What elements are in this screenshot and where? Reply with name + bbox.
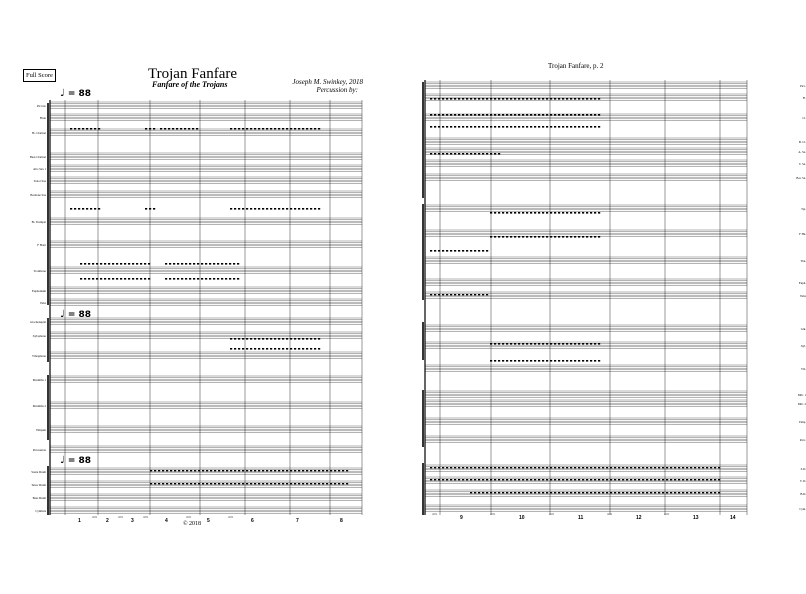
instrument-label: Timp. (798, 420, 806, 424)
tempo-mark-mallets: ♩ = 88 (60, 309, 92, 320)
copyright: © 2018 (183, 521, 202, 527)
instrument-label: Bar. Sx. (796, 176, 806, 180)
rehearsal-mark: 4:01 (607, 512, 613, 516)
percussion-credit: Percussion by: (316, 86, 358, 94)
instrument-label: Xylophone (32, 334, 46, 338)
instrument-label: Alto Sax 1 (33, 167, 46, 171)
instrument-label: Vibraphone (32, 354, 46, 358)
instrument-label: B♭ Trumpet (31, 220, 46, 224)
instrument-label: Picc. (800, 84, 806, 88)
full-score-label: Full Score (23, 69, 56, 82)
instrument-label: Marimba 1 (32, 378, 46, 382)
rehearsal-mark: 4:01 (143, 515, 149, 519)
rehearsal-mark: 4:01 (228, 515, 234, 519)
instrument-label: Cymbals (35, 509, 46, 513)
instrument-label: Tuba (799, 294, 806, 298)
instrument-label: Timpani (35, 428, 46, 432)
measure-number: 14 (730, 515, 736, 521)
measure-number: 9 (460, 515, 463, 521)
score-subtitle: Fanfare of the Trojans (152, 80, 228, 89)
instrument-label: Euph. (798, 281, 806, 285)
instrument-label: B♭ Clarinet (32, 131, 46, 135)
instrument-label: Bass Drum (32, 496, 46, 500)
score-title: Trojan Fanfare (148, 66, 238, 82)
measure-number: 13 (693, 515, 699, 521)
measure-number: 11 (578, 515, 584, 521)
instrument-label: Fl. (802, 96, 806, 100)
instrument-label: Flute (39, 116, 46, 120)
measure-number: 4 (165, 518, 168, 524)
instrument-label: Cym. (799, 507, 806, 511)
instrument-label: Xyl. (800, 344, 806, 348)
instrument-label: Percussion (33, 448, 46, 452)
instrument-label: S.D. (800, 467, 806, 471)
instrument-label: Snare Drum (31, 470, 46, 474)
instrument-label: Glockenspiel (30, 320, 46, 324)
rehearsal-mark: 4:01 (664, 512, 670, 516)
measure-number: 10 (519, 515, 525, 521)
instrument-label: Marimba 2 (32, 404, 46, 408)
measure-number: 12 (636, 515, 642, 521)
tempo-mark-percussion: ♩ = 88 (60, 455, 92, 466)
measure-number: 1 (78, 518, 81, 524)
instrument-label: Piccolo (37, 104, 46, 108)
measure-number: 6 (251, 518, 254, 524)
rehearsal-mark: 4:01 (549, 512, 555, 516)
composer-credit: Joseph M. Swinkey, 2018 (292, 78, 363, 86)
instrument-label: Cl. (802, 116, 806, 120)
instrument-label: F Horn (37, 243, 46, 247)
instrument-label: T. D. (799, 479, 806, 483)
rehearsal-mark: 4:01 (490, 512, 496, 516)
measure-number: 2 (106, 518, 109, 524)
instrument-label: Tenor Sax (33, 179, 46, 183)
instrument-label: Tbn. (800, 259, 806, 263)
instrument-label: Euphonium (32, 289, 46, 293)
instrument-label: T. Sx. (798, 162, 806, 166)
instrument-label: Tpt. (801, 207, 806, 211)
measure-number: 7 (296, 518, 299, 524)
rehearsal-mark: 4:01 (432, 512, 438, 516)
instrument-label: Vib. (800, 367, 806, 371)
instrument-label: Baritone Sax (30, 193, 46, 197)
instrument-label: B. Cl. (798, 140, 806, 144)
instrument-label: A. Sx. (798, 150, 806, 154)
instrument-label: B.D. (800, 492, 806, 496)
instrument-label: F Hn. (799, 232, 806, 236)
instrument-label: Mrb. 1 (797, 393, 806, 397)
instrument-label: Tuba (39, 301, 46, 305)
instrument-label: Perc. (799, 438, 806, 442)
rehearsal-mark: 4:01 (186, 515, 192, 519)
instrument-label: Bass Clarinet (29, 155, 46, 159)
measure-number: 3 (131, 518, 134, 524)
instrument-label: Mrb. 2 (797, 402, 806, 406)
measure-number: 5 (207, 518, 210, 524)
tempo-mark-winds: ♩ = 88 (60, 88, 92, 99)
measure-number: 8 (340, 518, 343, 524)
instrument-label: Trombone (33, 269, 46, 273)
rehearsal-mark: 4:01 (92, 515, 98, 519)
page-2-header: Trojan Fanfare, p. 2 (548, 62, 604, 70)
instrument-label: Glk. (800, 327, 806, 331)
instrument-label: Tenor Drum (31, 483, 46, 487)
rehearsal-mark: 4:01 (118, 515, 124, 519)
